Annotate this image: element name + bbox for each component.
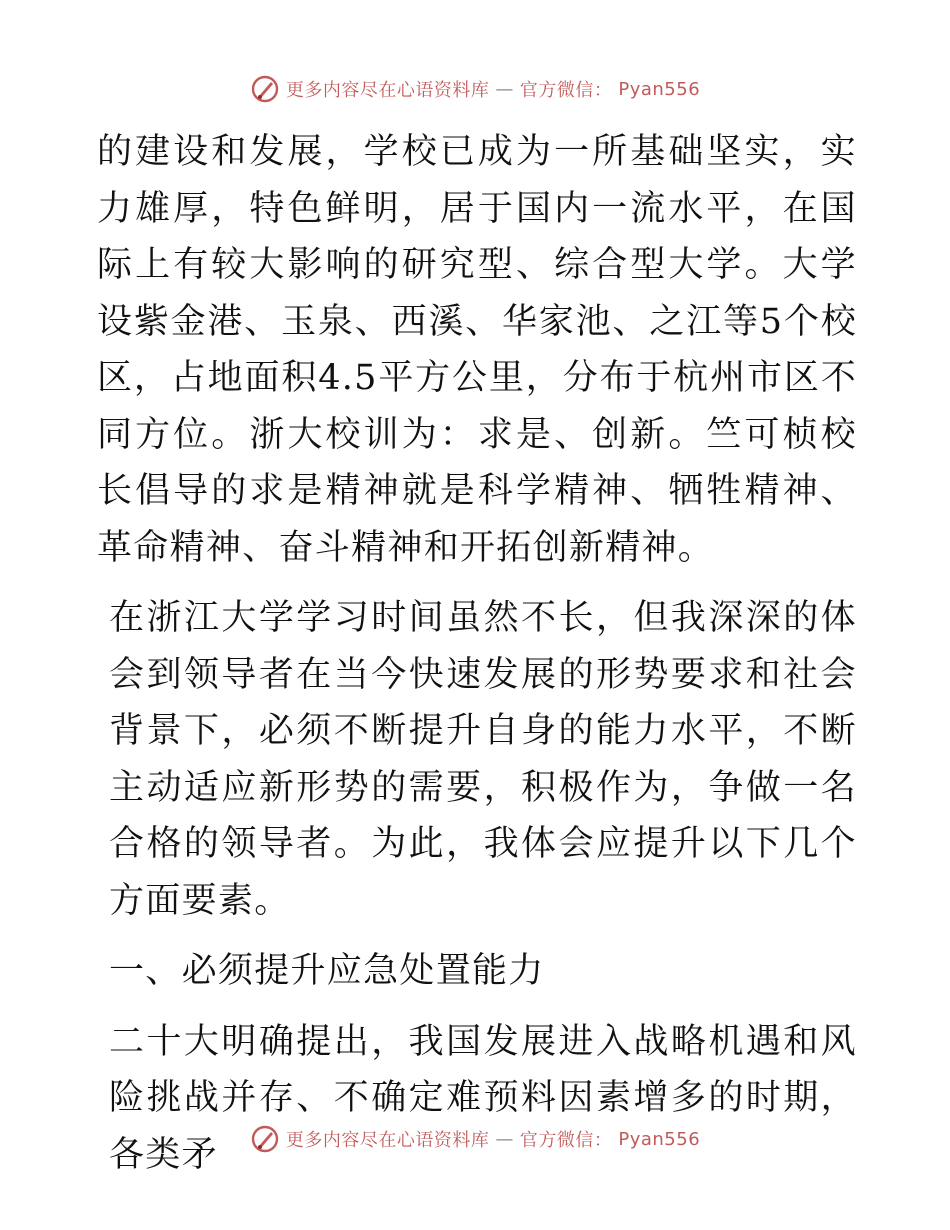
watermark-separator: — (495, 78, 514, 100)
footer-watermark (0, 1124, 950, 1154)
header-watermark (0, 74, 950, 104)
quill-pen-icon (250, 1124, 280, 1154)
paragraph-university-intro: 的建设和发展，学校已成为一所基础坚实，实力雄厚，特色鲜明，居于国内一流水平，在国际上有较大影响的研究型、综合型大学。大学设紫金港、玉泉、西溪、华家池、之江等5个校区，占地面积4.5平方公里，分布于杭州市区不同方位。浙大校训为：求是、创新。竺可桢校长倡导的求是精神就是科学精神、牺牲精神、革命精神、奋斗精神和开拓创新精神。 (97, 132, 857, 568)
watermark-text: 更多内容尽在心语资料库 (285, 80, 490, 101)
watermark-separator: — (495, 1128, 514, 1150)
watermark-handle: Pyan556 (618, 78, 701, 100)
quill-pen-icon (250, 74, 280, 104)
paragraph-twentieth-congress: 二十大明确提出，我国发展进入战略机遇和风险挑战并存、不确定难预料因素增多的时期，各类矛 (109, 1021, 857, 1175)
watermark-label: 官方微信： (519, 80, 613, 101)
watermark-label: 官方微信： (519, 1130, 613, 1151)
watermark-handle: Pyan556 (618, 1128, 701, 1150)
watermark-text: 更多内容尽在心语资料库 (285, 1130, 490, 1151)
section-heading-emergency: 一、必须提升应急处置能力 (109, 951, 545, 991)
document-body (97, 124, 857, 1183)
paragraph-study-reflection: 在浙江大学学习时间虽然不长，但我深深的体会到领导者在当今快速发展的形势要求和社会背景下，必须不断提升自身的能力水平，不断主动适应新形势的需要，积极作为，争做一名合格的领导者。为此，我体会应提升以下几个方面要素。 (109, 598, 857, 921)
